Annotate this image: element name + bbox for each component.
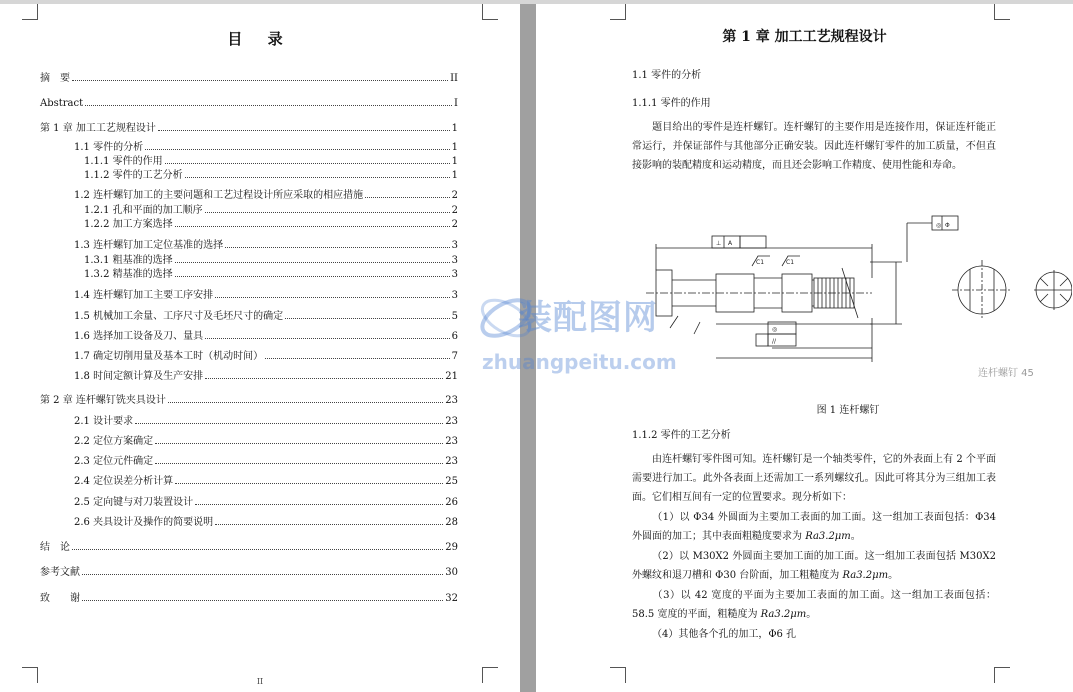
toc-entry-label: 1.5 机械加工余量、工序尺寸及毛坯尺寸的确定	[74, 311, 284, 322]
toc-leader-dots	[205, 378, 443, 379]
toc-entry[interactable]	[74, 370, 458, 384]
toc-entry-label: 1.2.1 孔和平面的加工顺序	[84, 205, 203, 216]
toc-entry-page: 21	[445, 371, 458, 382]
toc-leader-dots	[145, 149, 450, 150]
list-item: （2）以 M30X2 外圆面主要加工面的加工面。这一组加工表面包括 M30X2 外螺纹和退刀槽和 Φ30 台阶面，加工粗糙度为 Ra3.2μm。	[632, 551, 996, 581]
toc-entry-label: 1.3 连杆螺钉加工定位基准的选择	[74, 240, 224, 251]
toc-entry[interactable]	[74, 415, 458, 429]
toc-leader-dots	[72, 549, 443, 550]
toc-entry-page: 3	[451, 269, 458, 280]
chapter-title: 第 1 章 加工工艺规程设计	[722, 29, 887, 45]
svg-text:Φ: Φ	[945, 222, 950, 229]
toc-entry[interactable]	[74, 310, 458, 324]
toc-leader-dots	[225, 247, 450, 248]
toc-entry-page: 23	[445, 416, 458, 427]
paragraph: 由连杆螺钉零件图可知。连杆螺钉是一个轴类零件，它的外表面上有 2 个平面需要进行加工。此外各表面上还需加工一系列螺纹孔。因此可将其分为三组加工表面。它们相互间有一定的位置要求。现分析如下：	[632, 454, 996, 503]
toc-entry-page: 5	[451, 311, 458, 322]
toc-title: 目 录	[227, 30, 293, 48]
toc-entry-label: 参考文献	[40, 567, 80, 578]
crop-mark	[610, 667, 626, 683]
toc-leader-dots	[195, 504, 443, 505]
toc-entry-label: 2.5 定向键与对刀装置设计	[74, 497, 194, 508]
toc-entry-page: 26	[445, 497, 458, 508]
toc-entry-page: 2	[451, 190, 458, 201]
toc-leader-dots	[175, 262, 450, 263]
toc-entry[interactable]	[84, 155, 458, 169]
toc-entry[interactable]	[84, 204, 458, 218]
toc-entry-label: 2.4 定位误差分析计算	[74, 476, 174, 487]
toc-entry[interactable]	[84, 254, 458, 268]
toc-leader-dots	[365, 197, 450, 198]
toc-leader-dots	[165, 163, 450, 164]
toc-entry-label: 1.6 选择加工设备及刀、量具	[74, 331, 204, 342]
toc-entry-label: 2.2 定位方案确定	[74, 436, 154, 447]
watermark-text-cn: 装配图网	[518, 298, 658, 338]
toc-entry-page: 30	[445, 567, 458, 578]
toc-entry[interactable]	[84, 218, 458, 232]
toc-entry[interactable]	[40, 122, 458, 136]
toc-leader-dots	[205, 212, 450, 213]
toc-entry-page: 23	[445, 436, 458, 447]
toc-entry-page: 1	[451, 123, 458, 134]
toc-entry[interactable]	[84, 169, 458, 183]
toc-entry-page: 3	[451, 290, 458, 301]
svg-text:A: A	[728, 240, 733, 247]
page-number: II	[256, 677, 264, 686]
toc-leader-dots	[85, 105, 452, 106]
toc-entry[interactable]	[40, 72, 458, 86]
toc-leader-dots	[158, 130, 450, 131]
toc-entry-label: 1.7 确定切削用量及基本工时（机动时间）	[74, 351, 264, 362]
toc-entry-label: 1.2 连杆螺钉加工的主要问题和工艺过程设计所应采取的相应措施	[74, 190, 364, 201]
section-heading: 1.1 零件的分析	[632, 70, 702, 81]
toc-entry[interactable]	[40, 394, 458, 408]
svg-text:◎: ◎	[772, 326, 778, 333]
toc-entry-page: 1	[451, 170, 458, 181]
crop-mark	[22, 4, 38, 20]
toc-leader-dots	[205, 338, 450, 339]
toc-entry-page: I	[454, 98, 458, 109]
drawing-title-stamp: 连杆螺钉 45	[978, 368, 1034, 378]
content-page	[536, 4, 1073, 692]
toc-entry-page: 1	[451, 142, 458, 153]
toc-leader-dots	[175, 226, 450, 227]
toc-entry[interactable]	[40, 592, 458, 606]
toc-entry-page: 6	[451, 331, 458, 342]
svg-text:C1: C1	[756, 259, 765, 266]
toc-leader-dots	[72, 80, 448, 81]
toc-entry-label: 1.2.2 加工方案选择	[84, 219, 173, 230]
crop-mark	[482, 4, 498, 20]
toc-leader-dots	[215, 524, 443, 525]
watermark-text-en: zhuangpeitu.com	[482, 350, 677, 374]
svg-text:◎: ◎	[936, 222, 942, 229]
toc-leader-dots	[175, 276, 450, 277]
toc-entry-page: 2	[451, 219, 458, 230]
toc-entry[interactable]	[74, 350, 458, 364]
toc-entry-label: 1.1.1 零件的作用	[84, 156, 163, 167]
toc-entry-label: 1.1.2 零件的工艺分析	[84, 170, 183, 181]
list-item: （4）其他各个孔的加工，Φ6 孔	[652, 629, 797, 640]
toc-leader-dots	[265, 358, 450, 359]
toc-entry-label: 2.6 夹具设计及操作的简要说明	[74, 517, 214, 528]
toc-leader-dots	[135, 423, 443, 424]
toc-entry[interactable]	[40, 541, 458, 555]
toc-leader-dots	[215, 297, 450, 298]
list-item: （3）以 42 宽度的平面为主要加工表面的加工面。这一组加工表面包括：58.5 宽度的平面，粗糙度为 Ra3.2μm。	[632, 590, 996, 620]
toc-entry-page: 25	[445, 476, 458, 487]
crop-mark	[994, 4, 1010, 20]
toc-entry-page: 23	[445, 395, 458, 406]
figure-caption: 图 1 连杆螺钉	[816, 405, 880, 416]
toc-entry[interactable]	[74, 141, 458, 155]
toc-entry[interactable]	[74, 289, 458, 303]
toc-entry-label: 1.3.1 粗基准的选择	[84, 255, 173, 266]
toc-entry[interactable]	[74, 189, 458, 203]
svg-text://: //	[772, 338, 777, 345]
toc-entry-page: 2	[451, 205, 458, 216]
toc-entry[interactable]	[74, 516, 458, 530]
toc-entry-label: 第 2 章 连杆螺钉铣夹具设计	[40, 395, 166, 406]
subsection-heading: 1.1.2 零件的工艺分析	[632, 430, 731, 441]
part-drawing-figure	[632, 208, 1072, 378]
toc-entry-label: Abstract	[40, 98, 84, 109]
toc-entry[interactable]	[40, 566, 458, 580]
toc-leader-dots	[185, 177, 450, 178]
toc-entry-page: 3	[451, 255, 458, 266]
toc-leader-dots	[155, 443, 443, 444]
svg-text:⊥: ⊥	[716, 240, 722, 247]
toc-entry-label: 摘 要	[40, 73, 70, 84]
toc-entry-page: 32	[445, 593, 458, 604]
toc-entry[interactable]	[74, 496, 458, 510]
toc-entry-label: 1.3.2 精基准的选择	[84, 269, 173, 280]
toc-entry[interactable]	[84, 268, 458, 282]
toc-entry-page: 7	[451, 351, 458, 362]
list-item: （1）以 Φ34 外圆面为主要加工表面的加工面。这一组加工表面包括：Φ34 外圆面的加工；其中表面粗糙度要求为 Ra3.2μm。	[632, 512, 996, 542]
toc-entry[interactable]	[74, 330, 458, 344]
crop-mark	[994, 667, 1010, 683]
toc-entry-page: 3	[451, 240, 458, 251]
toc-entry[interactable]	[74, 239, 458, 253]
toc-leader-dots	[175, 483, 443, 484]
toc-page	[0, 4, 520, 692]
toc-entry-label: 致 谢	[40, 593, 80, 604]
toc-entry-label: 2.1 设计要求	[74, 416, 134, 427]
toc-entry-page: II	[450, 73, 458, 84]
subsection-heading: 1.1.1 零件的作用	[632, 98, 711, 109]
toc-leader-dots	[168, 402, 443, 403]
toc-leader-dots	[82, 600, 443, 601]
toc-entry-label: 2.3 定位元件确定	[74, 456, 154, 467]
toc-entry[interactable]	[74, 435, 458, 449]
toc-leader-dots	[82, 574, 443, 575]
paragraph: 题目给出的零件是连杆螺钉。连杆螺钉的主要作用是连接作用，保证连杆能正常运行，并保证部件与其他部分正确安装。因此连杆螺钉零件的加工质量，不但直接影响的装配精度和运动精度，而且还会影响工作精度、使用性能和寿命。	[632, 122, 996, 171]
toc-leader-dots	[155, 463, 443, 464]
toc-entry[interactable]	[74, 455, 458, 469]
toc-entry-label: 1.4 连杆螺钉加工主要工序安排	[74, 290, 214, 301]
toc-entry-label: 1.1 零件的分析	[74, 142, 144, 153]
toc-entry[interactable]	[40, 97, 458, 111]
toc-entry-page: 1	[451, 156, 458, 167]
crop-mark	[610, 4, 626, 20]
toc-entry-page: 23	[445, 456, 458, 467]
toc-entry-label: 第 1 章 加工工艺规程设计	[40, 123, 156, 134]
toc-entry-page: 29	[445, 542, 458, 553]
toc-entry[interactable]	[74, 475, 458, 489]
svg-text:C1: C1	[786, 259, 795, 266]
toc-entry-page: 28	[445, 517, 458, 528]
toc-entry-label: 1.8 时间定额计算及生产安排	[74, 371, 204, 382]
toc-entry-label: 结 论	[40, 542, 70, 553]
toc-leader-dots	[285, 318, 450, 319]
